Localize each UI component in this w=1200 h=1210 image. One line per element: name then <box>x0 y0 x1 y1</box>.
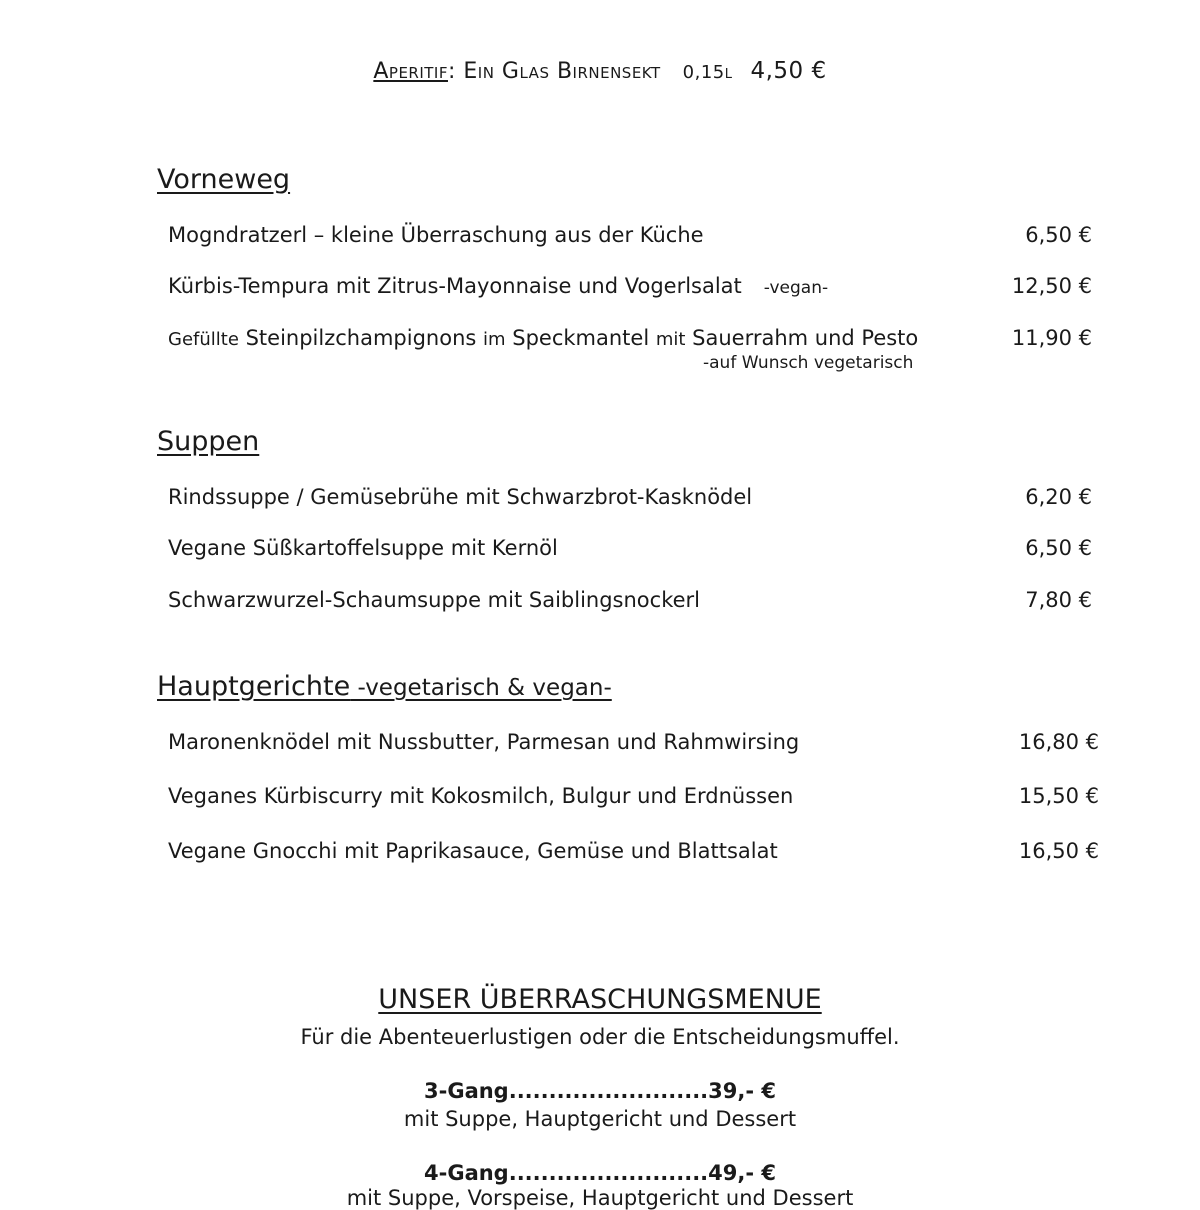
menu-item-name-part: Sauerrahm und Pesto <box>692 326 919 350</box>
aperitif-text: : Ein Glas Birnensekt <box>447 59 661 84</box>
menu-item-name-part: Gefüllte <box>168 329 239 350</box>
aperitif-line <box>0 58 1200 84</box>
menu-item-name-part: mit <box>655 329 686 350</box>
menu-item-price: 12,50 € <box>1011 274 1092 298</box>
menu-item-name: Maronenknödel mit Nussbutter, Parmesan und Rahmwirsing <box>168 730 800 754</box>
vegetarian-note: -auf Wunsch vegetarisch <box>703 353 914 373</box>
surprise-option-label: 4-Gang.........................49,- € <box>424 1161 776 1185</box>
aperitif-label: Aperitif <box>373 59 448 84</box>
aperitif-volume: 0,15l <box>682 62 733 83</box>
vegan-tag: -vegan- <box>763 278 829 298</box>
menu-item-name: Schwarzwurzel-Schaumsuppe mit Saiblingsnockerl <box>168 588 701 612</box>
section-title: Hauptgerichte <box>157 671 351 702</box>
menu-item-price: 6,50 € <box>1025 223 1092 247</box>
surprise-menu-tagline: Für die Abenteuerlustigen oder die Entscheidungsmuffel. <box>300 1025 900 1049</box>
section-heading-suppen: Suppen <box>157 426 260 457</box>
menu-item-name: Vegane Süßkartoffelsuppe mit Kernöl <box>168 536 558 560</box>
menu-item-price: 6,20 € <box>1025 485 1092 509</box>
aperitif-price: 4,50 € <box>750 58 827 84</box>
surprise-option-description: mit Suppe, Hauptgericht und Dessert <box>403 1107 797 1131</box>
menu-item-name-part: Speckmantel <box>512 326 650 350</box>
menu-item <box>168 274 828 298</box>
surprise-option-description: mit Suppe, Vorspeise, Hauptgericht und Dessert <box>346 1186 854 1210</box>
menu-item-price: 15,50 € <box>1018 784 1099 808</box>
surprise-option-label: 3-Gang.........................39,- € <box>424 1079 776 1103</box>
menu-item-name: Veganes Kürbiscurry mit Kokosmilch, Bulgur und Erdnüssen <box>168 784 794 808</box>
menu-item-price: 16,50 € <box>1018 839 1099 863</box>
menu-item-name: Kürbis-Tempura mit Zitrus-Mayonnaise und Vogerlsalat <box>168 274 742 298</box>
section-heading-vorneweg: Vorneweg <box>157 164 291 195</box>
surprise-menu-title: UNSER ÜBERRASCHUNGSMENUE <box>378 984 822 1015</box>
menu-item-price: 11,90 € <box>1011 326 1092 350</box>
menu-item-name-part: Steinpilzchampignons <box>245 326 477 350</box>
menu-item-name-part: im <box>483 329 506 350</box>
menu-item <box>168 326 918 350</box>
menu-item-price: 6,50 € <box>1025 536 1092 560</box>
menu-item-price: 16,80 € <box>1018 730 1099 754</box>
menu-item-name: Mogndratzerl – kleine Überraschung aus der Küche <box>168 223 704 247</box>
section-subtitle: -vegetarisch & vegan- <box>350 675 612 701</box>
menu-item-name: Rindssuppe / Gemüsebrühe mit Schwarzbrot-Kasknödel <box>168 485 753 509</box>
section-heading-hauptgerichte <box>157 671 612 702</box>
menu-item-price: 7,80 € <box>1025 588 1092 612</box>
menu-item-name: Vegane Gnocchi mit Paprikasauce, Gemüse und Blattsalat <box>168 839 778 863</box>
